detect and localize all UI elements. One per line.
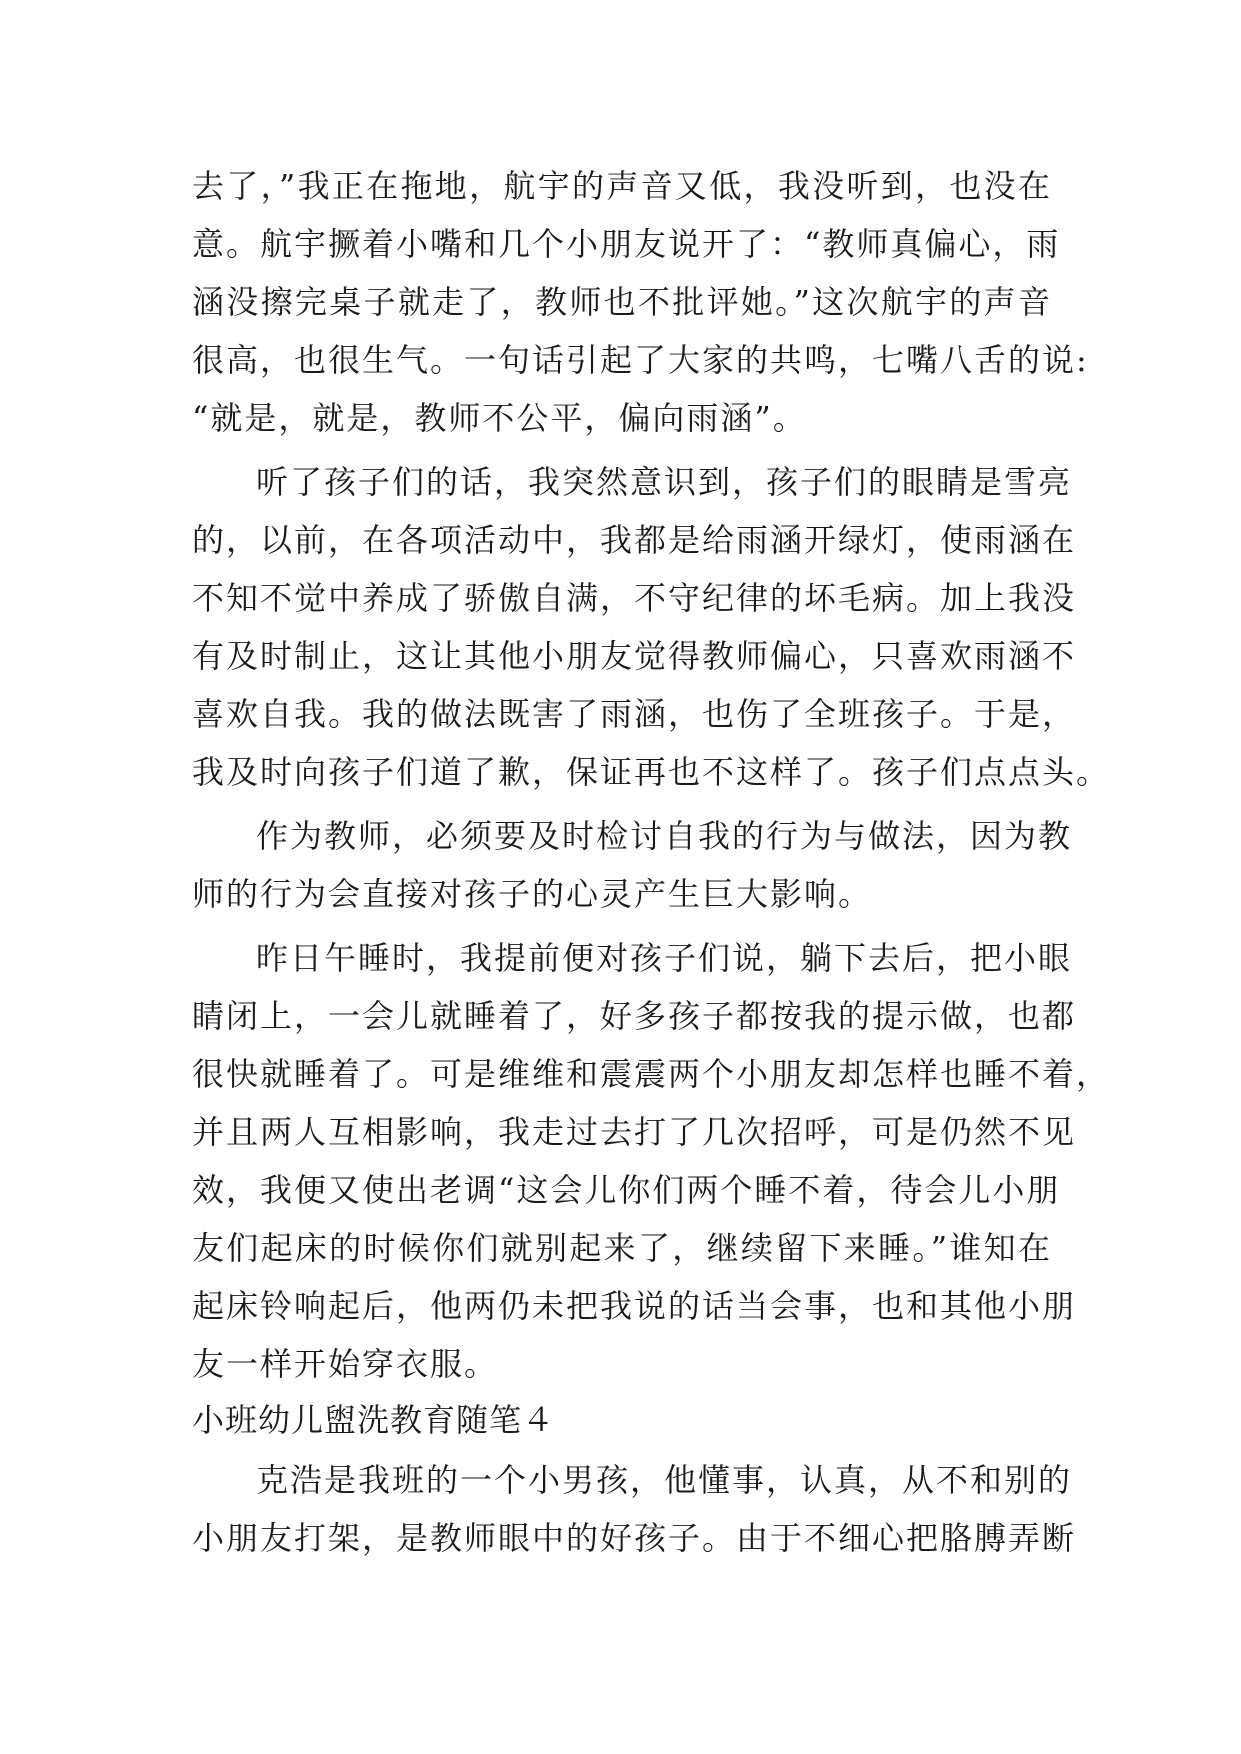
paragraph-line: 我及时向孩子们道了歉，保证再也不这样了。孩子们点点头。 [192, 753, 1111, 791]
paragraph-line: 喜欢自我。我的做法既害了雨涵，也伤了全班孩子。于是， [192, 695, 1077, 733]
paragraph-line: 不知不觉中养成了骄傲自满，不守纪律的坏毛病。加上我没 [192, 579, 1077, 617]
paragraph-line: 有及时制止，这让其他小朋友觉得教师偏心，只喜欢雨涵不 [192, 637, 1077, 675]
paragraph-line: 小朋友打架，是教师眼中的好孩子。由于不细心把胳膊弄断 [192, 1519, 1077, 1557]
paragraph-line: 作为教师，必须要及时检讨自我的行为与做法，因为教 [256, 817, 1073, 855]
paragraph-line: 效，我便又使出老调“这会儿你们两个睡不着，待会儿小朋 [192, 1171, 1061, 1209]
paragraph-line: 的，以前，在各项活动中，我都是给雨涵开绿灯，使雨涵在 [192, 521, 1077, 559]
paragraph-line: 睛闭上，一会儿就睡着了，好多孩子都按我的提示做，也都 [192, 997, 1077, 1035]
paragraph-line: 去了，”我正在拖地，航宇的声音又低，我没听到，也没在 [192, 167, 1052, 205]
paragraph-line: “就是，就是，教师不公平，偏向雨涵”。 [192, 399, 807, 437]
paragraph-line: 友们起床的时候你们就别起来了，继续留下来睡。”谁知在 [192, 1229, 1052, 1267]
paragraph-line: 昨日午睡时，我提前便对孩子们说，躺下去后，把小眼 [256, 939, 1073, 977]
paragraph-line: 起床铃响起后，他两仍未把我说的话当会事，也和其他小朋 [192, 1287, 1077, 1325]
paragraph-line: 涵没擦完桌子就走了，教师也不批评她。”这次航宇的声音 [192, 283, 1052, 321]
paragraph-line: 很快就睡着了。可是维维和震震两个小朋友却怎样也睡不着， [192, 1055, 1111, 1093]
paragraph-line: 很高，也很生气。一句话引起了大家的共鸣，七嘴八舌的说: [192, 341, 1089, 379]
paragraph-line: 友一样开始穿衣服。 [192, 1345, 499, 1383]
paragraph-line: 师的行为会直接对孩子的心灵产生巨大影响。 [192, 875, 873, 913]
paragraph-line: 意。航宇撅着小嘴和几个小朋友说开了：“教师真偏心，雨 [192, 225, 1061, 263]
paragraph-line: 克浩是我班的一个小男孩，他懂事，认真，从不和别的 [256, 1461, 1073, 1499]
paragraph-line: 听了孩子们的话，我突然意识到，孩子们的眼睛是雪亮 [256, 463, 1073, 501]
section-heading: 小班幼儿盥洗教育随笔４ [192, 1401, 556, 1439]
paragraph-line: 并且两人互相影响，我走过去打了几次招呼，可是仍然不见 [192, 1113, 1077, 1151]
